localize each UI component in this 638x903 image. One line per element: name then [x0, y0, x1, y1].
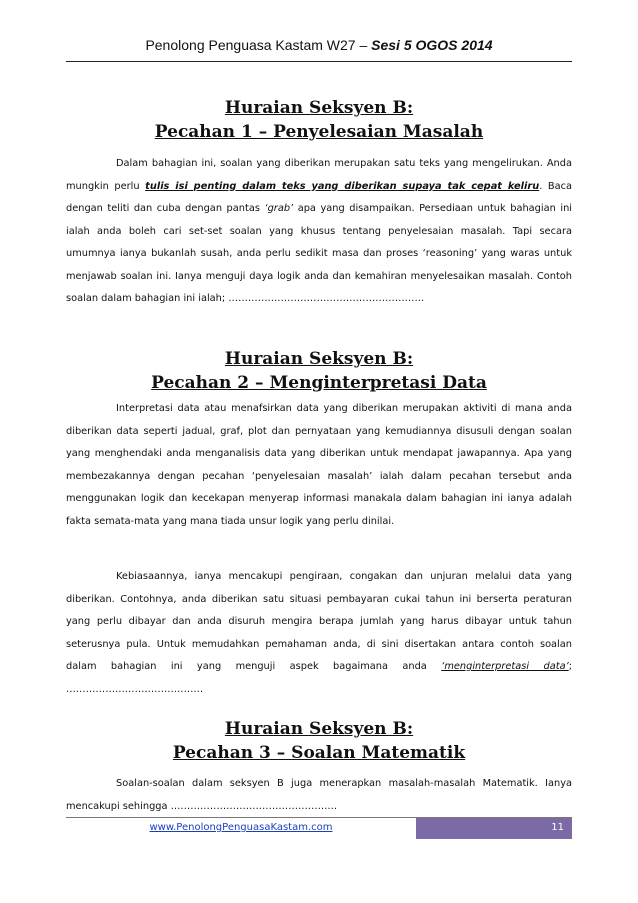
page-footer: [66, 817, 572, 839]
section-2-paragraph-1: Interpretasi data atau menafsirkan data yang diberikan merupakan aktiviti di mana anda diberikan data seperti jadual, graf, plot dan pernyataan yang kemudiannya disusuli dengan soalan yang menghendaki anda menganalisis data yang diberikan untuk mendapat jawapannya. Apa yang membezakannya dengan pecahan ‘penyelesaian masalah’ ialah dalam pecahan tersebut anda menggunakan logik dan kecekapan menyerap informasi manakala dalam bahagian ini ianya adalah fakta semata-mata yang mana tiada unsur logik yang perlu dinilai.: [66, 403, 572, 527]
section-1-title-line2: Pecahan 1 – Penyelesaian Masalah: [154, 122, 484, 142]
emphasis-text: ‘menginterpretasi data’: [441, 661, 569, 672]
header-session: Sesi 5 OGOS 2014: [371, 37, 493, 53]
section-3-title: [66, 717, 572, 765]
section-1-title: [66, 96, 572, 144]
section-2-paragraph-2: Kebiasaannya, ianya mencakupi pengiraan, congakan dan unjuran melalui data yang diberikan. Contohnya, anda diberikan satu situasi pembayaran cukai tahun ini berserta peraturan yang perlu dibayar dan anda disuruh mengira berapa jumlah yang harus dibayar untuk tahun seterusnya pula. Untuk memudahkan pemahaman anda, di sini disertakan antara contoh soalan dalam bahagian ini yang menguji aspek bagaimana anda ‘menginterpretasi data’; ……………………………………: [66, 571, 572, 695]
section-3-paragraph: Soalan-soalan dalam seksyen B juga menerapkan masalah-masalah Matematik. Ianya mencakupi sehingga ……………………………………………: [66, 778, 572, 812]
section-2-title: [66, 347, 572, 395]
section-1-paragraph: Dalam bahagian ini, soalan yang diberikan merupakan satu teks yang mengelirukan. Anda mungkin perlu tulis isi penting dalam teks yang diberikan supaya tak cepat keliru. Baca dengan teliti dan cuba dengan pantas ‘grab’ apa yang disampaikan. Persediaan untuk bahagian ini ialah anda boleh cari set-set soalan yang khusus tentang penyelesaian masalah. Tapi secara umumnya ianya bukanlah susah, anda perlu sedikit masa dan proses ‘reasoning’ yang waras untuk menjawab soalan ini. Ianya menguji daya logik anda dan kemahiran menyelesaikan masalah. Contoh soalan dalam bahagian ini ialah; ……………………………………………………: [66, 158, 573, 304]
header-title: Penolong Penguasa Kastam W27 –: [145, 37, 372, 53]
page-header: [66, 37, 572, 62]
emphasis-text: tulis isi penting dalam teks yang diberikan supaya tak cepat keliru: [145, 180, 540, 192]
page-number: 11: [416, 818, 572, 839]
section-3-title-line1: Huraian Seksyen B:: [224, 719, 414, 739]
section-2-title-line1: Huraian Seksyen B:: [224, 349, 414, 369]
footer-url-link[interactable]: www.PenolongPenguasaKastam.com: [149, 822, 333, 833]
section-2-title-line2: Pecahan 2 – Menginterpretasi Data: [151, 373, 487, 393]
section-3-title-line2: Pecahan 3 – Soalan Matematik: [172, 743, 466, 763]
section-1-title-line1: Huraian Seksyen B:: [224, 98, 414, 118]
